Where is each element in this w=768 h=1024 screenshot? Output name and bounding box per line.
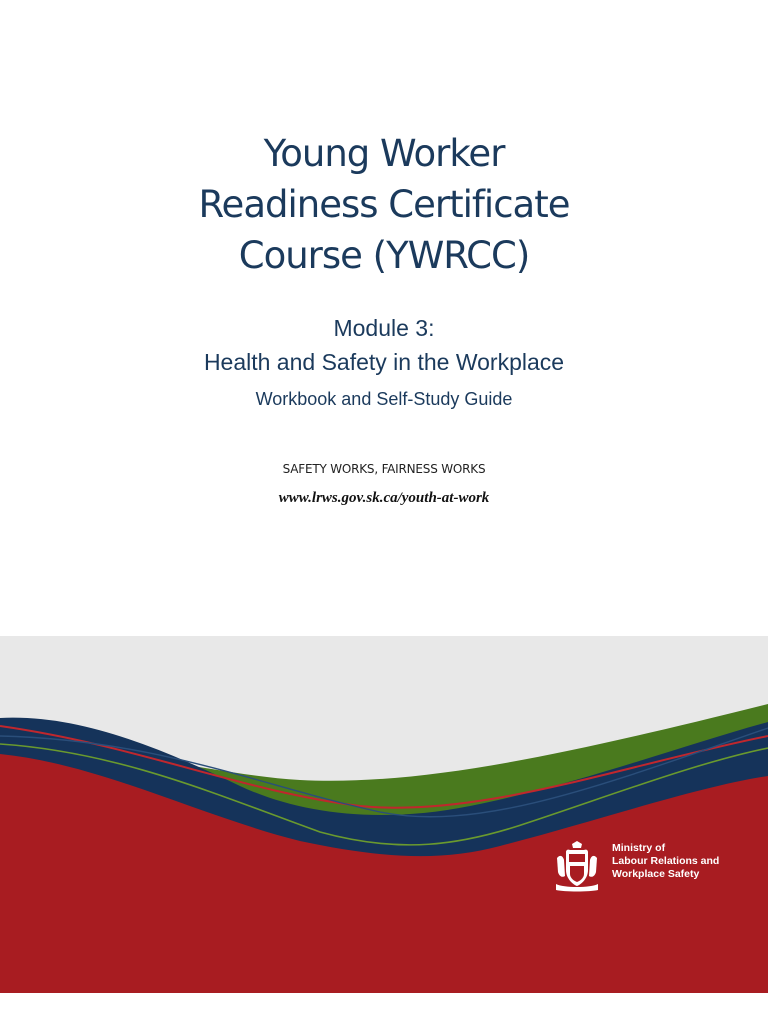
- saskatchewan-crest-icon: [554, 840, 600, 892]
- ministry-line-2: Labour Relations and: [612, 855, 720, 867]
- title-line-3: Course (YWRCC): [238, 234, 530, 277]
- website-url[interactable]: www.lrws.gov.sk.ca/youth-at-work: [278, 490, 490, 506]
- decorative-wave-band: [0, 636, 768, 993]
- title-line-1: Young Worker: [263, 132, 505, 175]
- module-heading: [0, 311, 768, 419]
- ministry-line-3: Workplace Safety: [612, 868, 700, 880]
- tagline: SAFETY WORKS, FAIRNESS WORKS: [282, 462, 486, 476]
- module-label: Module 3:: [333, 315, 435, 341]
- cover-title: [0, 128, 768, 281]
- ministry-name: [612, 842, 719, 881]
- module-subtitle: Workbook and Self-Study Guide: [255, 389, 513, 409]
- module-title: Health and Safety in the Workplace: [203, 349, 565, 375]
- ministry-line-1: Ministry of: [612, 842, 666, 854]
- title-line-2: Readiness Certificate: [198, 183, 570, 226]
